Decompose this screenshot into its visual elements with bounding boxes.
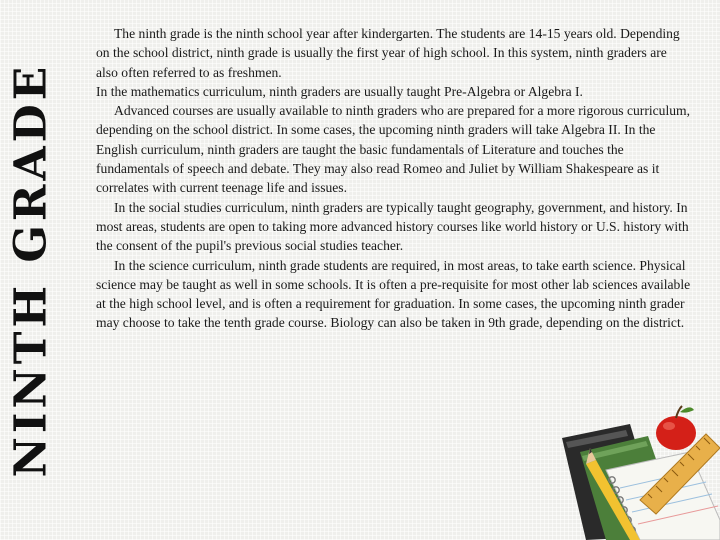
pencil-icon [586, 448, 640, 540]
body-text [96, 24, 692, 333]
paragraph-math: In the mathematics curriculum, ninth graders are usually taught Pre-Algebra or Algebra I. [96, 83, 583, 99]
ruler-icon [640, 434, 720, 514]
slide-title-text: NINTH GRADE [5, 62, 57, 478]
black-book-icon [562, 424, 664, 540]
paragraph-social-studies: In the social studies curriculum, ninth graders are typically taught geography, government, and history. In most areas, students are open to taking more advanced history courses like world history or U.S. history with the consent of the pupil's previous social studies teacher. [96, 199, 689, 254]
slide-title-vertical [0, 0, 62, 540]
green-book-icon [580, 436, 684, 540]
paragraph-advanced-courses: Advanced courses are usually available to ninth graders who are prepared for a more rigorous curriculum, depending on the school district. In some cases, the upcoming ninth graders will take Algebra II. In the English curriculum, ninth graders are taught the basic fundamentals of Literature and touches the fundamentals of speech and debate. They may also read Romeo and Juliet by William Shakespeare as it correlates with current teenage life and issues. [96, 103, 691, 196]
spiral-notebook-icon [606, 452, 720, 540]
paragraph-intro: The ninth grade is the ninth school year after kindergarten. The students are 14-15 years old. Depending on the school district, ninth grade is usually the first year of high school. In this system, ninth graders are also often referred to as freshmen. [96, 26, 680, 80]
apple-icon [656, 406, 696, 450]
paragraph-science: In the science curriculum, ninth grade students are required, in most areas, to take earth science. Physical science may be taught as well in some schools. It is often a pre-requisite for most other lab sciences available at the high school level, and is often a requirement for graduation. In some cases, the upcoming ninth grader may choose to take the tenth grade course. Biology can also be taken in 9th grade, depending on the district. [96, 257, 691, 331]
